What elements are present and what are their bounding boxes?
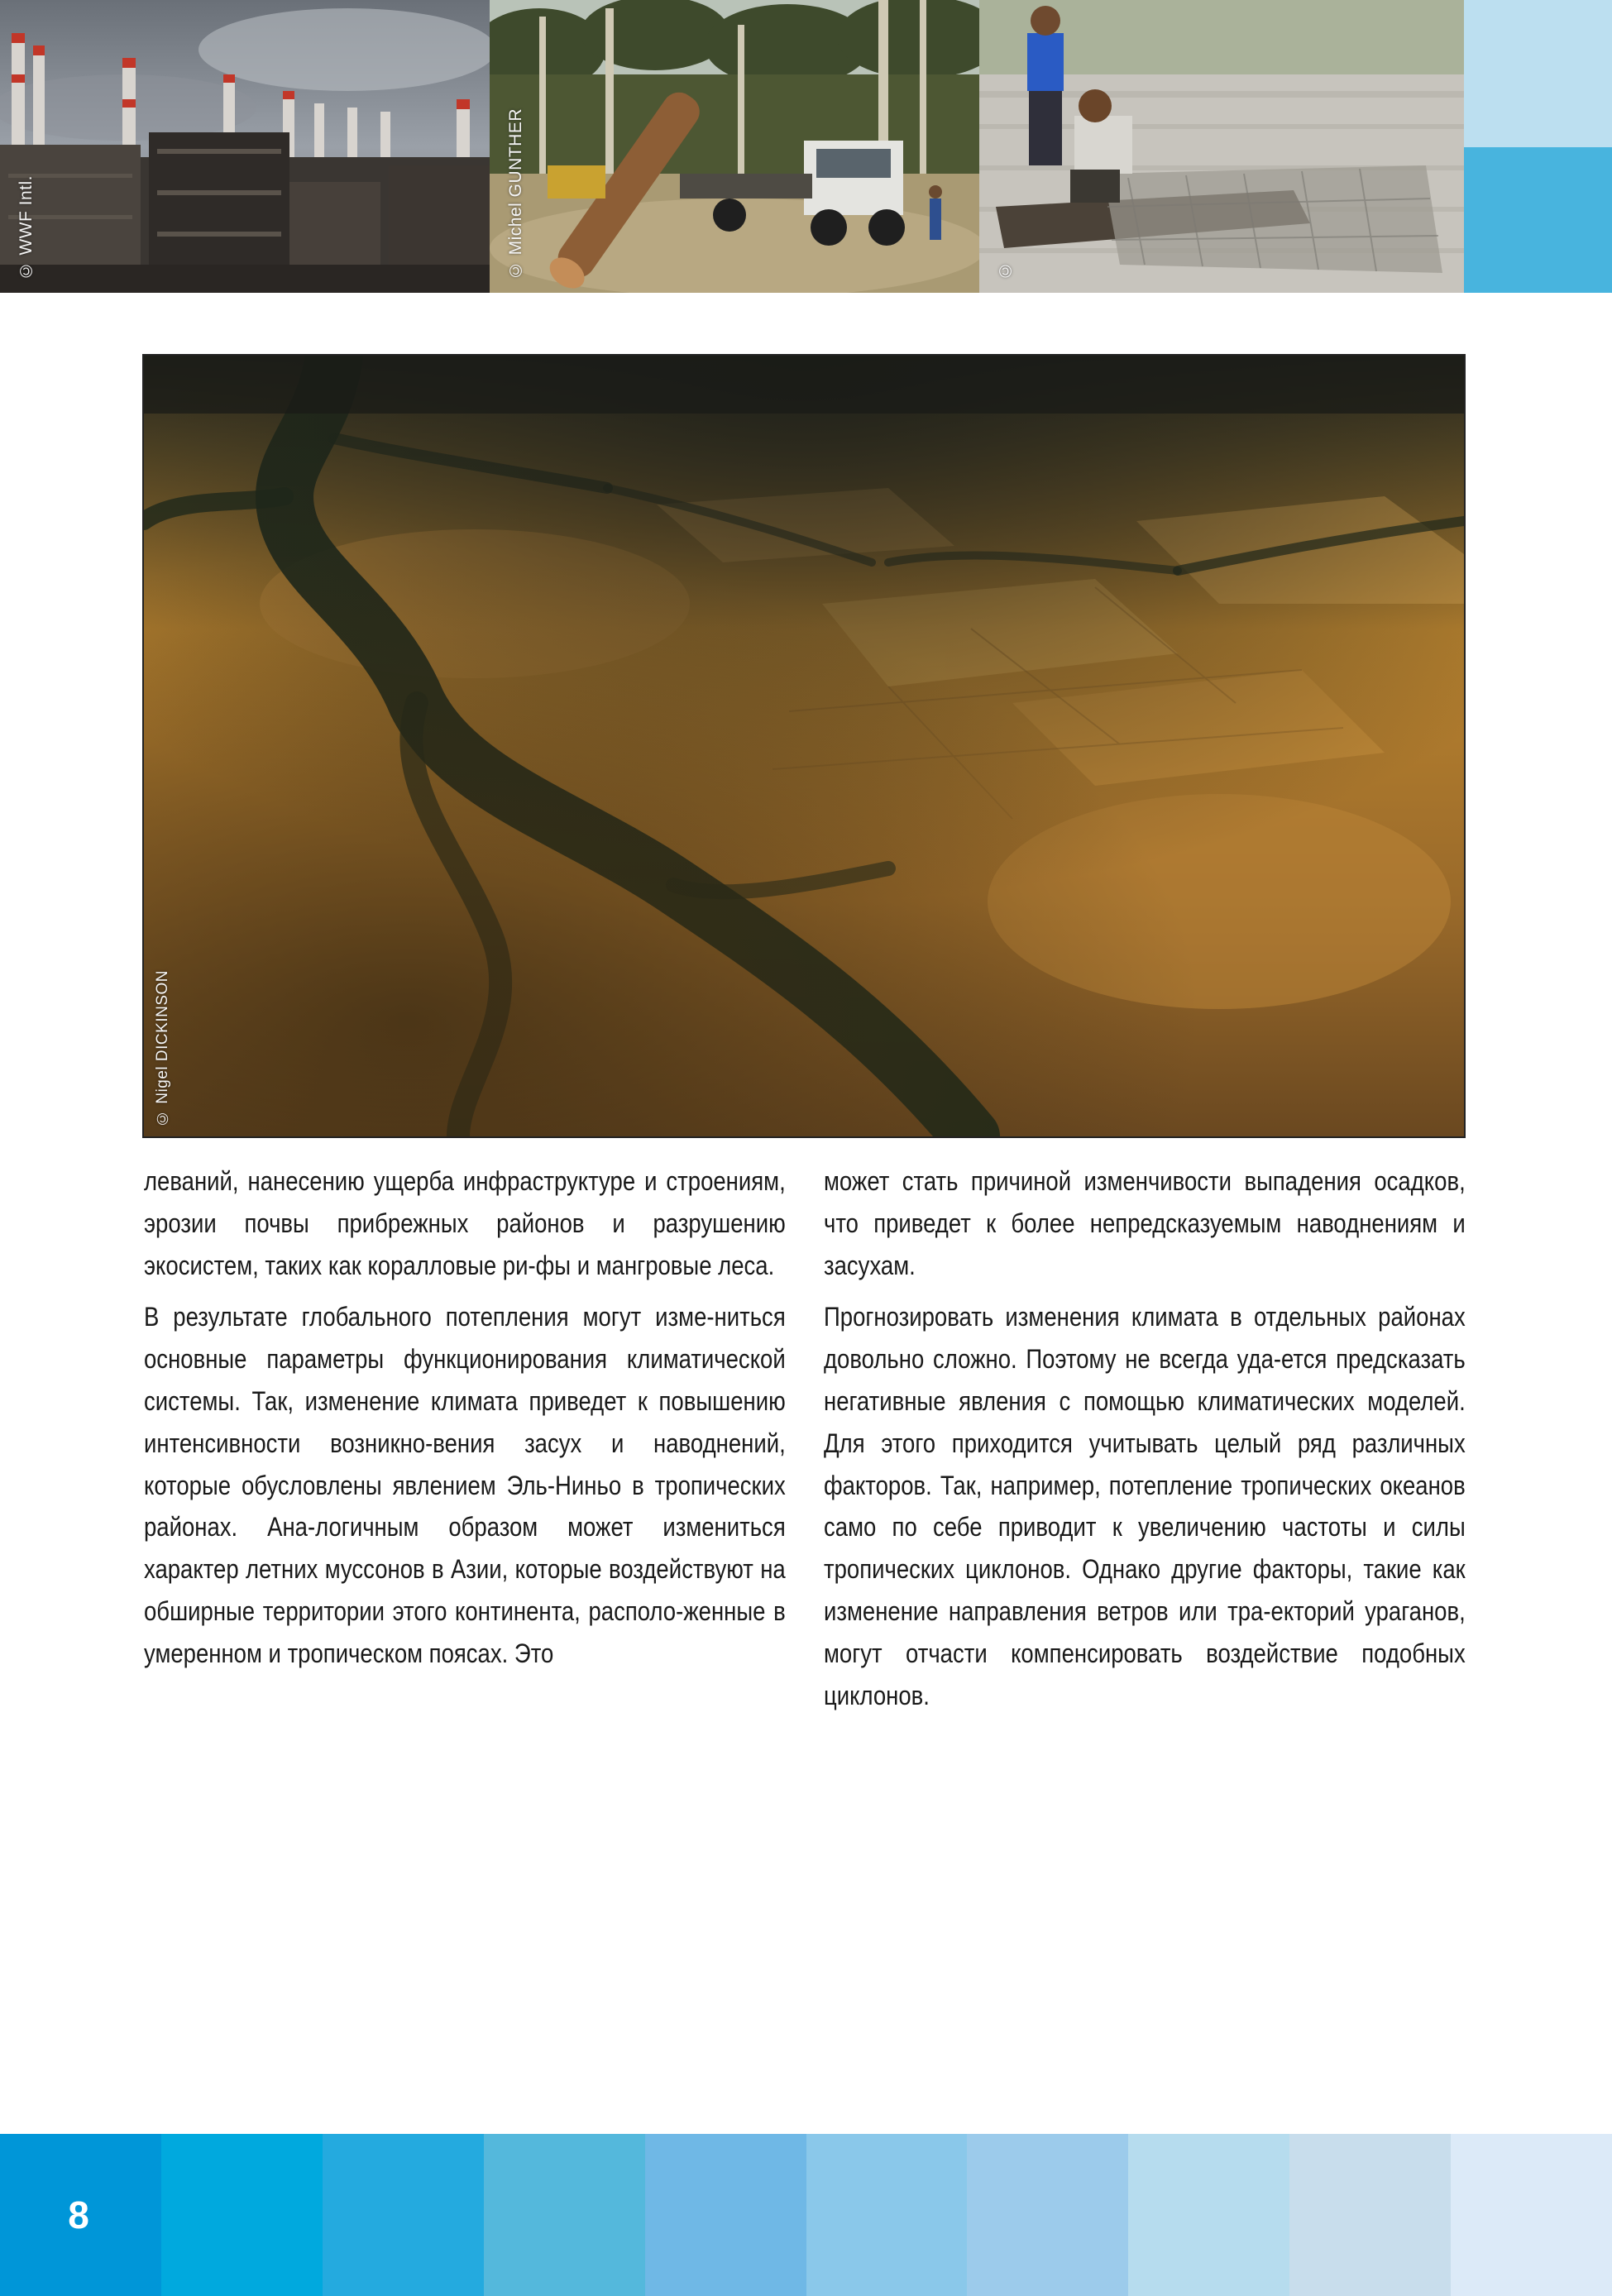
paragraph: Прогнозировать изменения климата в отдельных районах довольно сложно. Поэтому не всегда уда-ется предсказать негативные явления с помощью климатических моделей. Для этого приходится учитывать целый ряд различных факторов. Так, например, потепление тропических океанов само по себе приводит к увеличению частоты и силы тропических циклонов. Однако другие факторы, такие как изменение направления ветров или тра-екторий ураганов, могут отчасти компенсировать воздействие подобных циклонов.	[824, 1302, 1466, 1710]
photo-power-plant	[0, 0, 490, 293]
band-segment	[967, 2134, 1128, 2296]
band-segment	[1451, 2134, 1612, 2296]
band-segment	[161, 2134, 323, 2296]
photo-fishermen	[979, 0, 1464, 293]
paragraph: может стать причиной изменчивости выпадения осадков, что приведет к более непредсказуемым наводнениям и засухам.	[824, 1166, 1466, 1280]
power-plant-image	[0, 0, 490, 293]
article-left-column	[144, 1160, 786, 1685]
photo-logging-truck	[490, 0, 979, 293]
photo-credit: © Michel GUNTHER	[506, 108, 525, 280]
photo-aerial-landscape	[144, 356, 1464, 1136]
band-segment	[1289, 2134, 1451, 2296]
photo-credit: © WWF Intl.	[17, 175, 36, 280]
accent-block-light	[1464, 0, 1612, 147]
fishermen-image	[979, 0, 1464, 293]
band-segment	[806, 2134, 968, 2296]
footer-color-band	[0, 2134, 1612, 2296]
logging-truck-image	[490, 0, 979, 293]
paragraph: леваний, нанесению ущерба инфраструктуре и строениям, эрозии почвы прибрежных районов и разрушению экосистем, таких как коралловые ри-фы и мангровые леса.	[144, 1166, 786, 1280]
photo-credit: © Nigel DICKINSON	[154, 970, 171, 1126]
band-segment	[1128, 2134, 1289, 2296]
page-number: 8	[68, 2193, 89, 2236]
band-segment	[323, 2134, 484, 2296]
band-segment	[645, 2134, 806, 2296]
photo-credit: ©	[996, 260, 1015, 280]
band-segment	[484, 2134, 645, 2296]
accent-block-dark	[1464, 147, 1612, 293]
paragraph: В результате глобального потепления могут изме-ниться основные параметры функционирования климатической системы. Так, изменение климата приведет к повышению интенсивности возникно-вения засух и наводнений, которые обусловлены явлением Эль-Ниньо в тропических районах. Ана-логичным образом может измениться характер летних муссонов в Азии, которые воздействуют на обширные территории этого континента, располо-женные в умеренном и тропическом поясах. Это	[144, 1302, 786, 1668]
article-right-column	[824, 1160, 1466, 1726]
aerial-landscape-image	[144, 356, 1464, 1136]
